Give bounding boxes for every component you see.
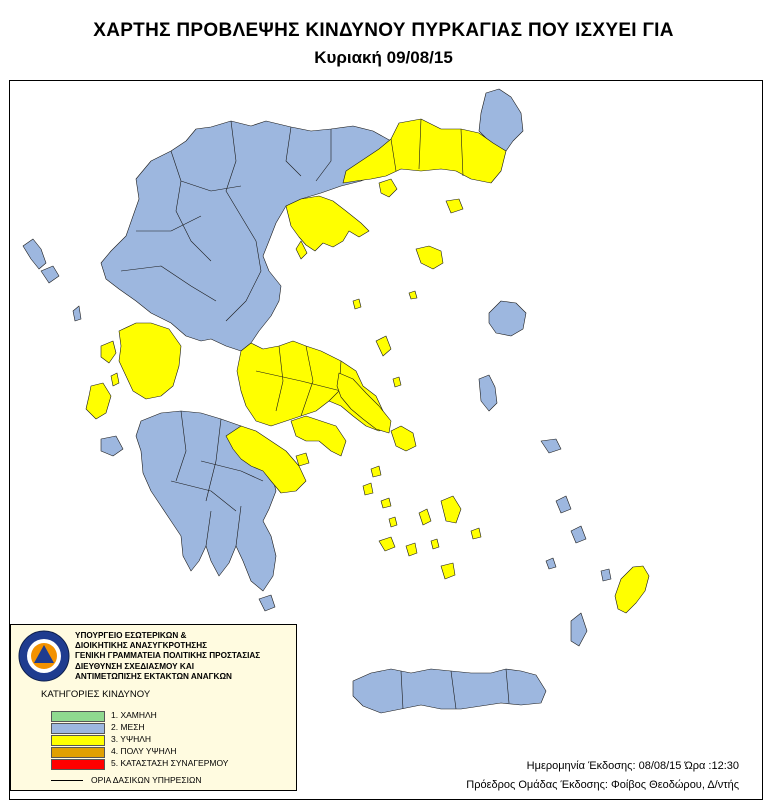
legend-label: 1. ΧΑΜΗΛΗ xyxy=(111,710,157,720)
region-aitoloakarnania xyxy=(119,323,181,399)
island-samothrace xyxy=(446,199,463,213)
legend-label: 3. ΥΨΗΛΗ xyxy=(111,734,152,744)
island-lesvos xyxy=(489,301,526,336)
region-chalkidiki xyxy=(286,196,369,251)
agency-line: ΓΕΝΙΚΗ ΓΡΑΜΜΑΤΕΙΑ ΠΟΛΙΤΙΚΗΣ ΠΡΟΣΤΑΣΙΑΣ xyxy=(75,651,261,661)
issue-date-time: Ημερομηνία Έκδοσης: 08/08/15 Ώρα :12:30 xyxy=(526,760,739,772)
legend-swatch xyxy=(51,711,105,722)
agency-line: ΥΠΟΥΡΓΕΙΟ ΕΣΩΤΕΡΙΚΩΝ & xyxy=(75,631,187,640)
island-thasos xyxy=(379,179,397,197)
map-title: ΧΑΡΤΗΣ ΠΡΟΒΛΕΨΗΣ ΚΙΝΔΥΝΟΥ ΠΥΡΚΑΓΙΑΣ ΠΟΥ ΙΣΧΥΕΙ ΓΙΑ xyxy=(93,20,674,41)
agency-line: ΑΝΤΙΜΕΤΩΠΙΣΗΣ ΕΚΤΑΚΤΩΝ ΑΝΑΓΚΩΝ xyxy=(75,671,232,681)
region-attica xyxy=(291,416,346,456)
legend-label: 4. ΠΟΛΥ ΥΨΗΛΗ xyxy=(111,746,177,756)
island-rhodes xyxy=(615,566,649,613)
boundary-line-sample xyxy=(51,780,83,781)
issuing-team-president: Πρόεδρος Ομάδας Έκδοσης: Φοίβος Θεοδώρου, Δ/ντής xyxy=(466,779,739,791)
legend-label: 2. ΜΕΣΗ xyxy=(111,722,145,732)
island-crete xyxy=(353,669,546,713)
agency-line: ΔΙΕΥΘΥΝΣΗ ΣΧΕΔΙΑΣΜΟΥ ΚΑΙ xyxy=(75,661,195,671)
legend-panel xyxy=(10,624,297,791)
agency-line: ΔΙΟΙΚΗΤΙΚΗΣ ΑΝΑΣΥΓΚΡΟΤΗΣΗΣ xyxy=(75,641,208,651)
legend-swatch xyxy=(51,723,105,734)
categories-title: ΚΑΤΗΓΟΡΙΕΣ ΚΙΝΔΥΝΟΥ xyxy=(41,689,151,700)
map-date: Κυριακή 09/08/15 xyxy=(314,48,453,67)
region-north-mainland xyxy=(101,121,399,351)
agency-text xyxy=(75,631,260,682)
legend-label: 5. ΚΑΤΑΣΤΑΣΗ ΣΥΝΑΓΕΡΜΟΥ xyxy=(111,758,229,768)
legend-swatch xyxy=(51,735,105,746)
legend-swatch xyxy=(51,759,105,770)
island-chios xyxy=(479,375,497,411)
legend-label: ΟΡΙΑ ΔΑΣΙΚΩΝ ΥΠΗΡΕΣΙΩΝ xyxy=(91,775,202,785)
legend-swatch xyxy=(51,747,105,758)
civil-protection-logo-icon xyxy=(18,630,70,682)
island-lemnos xyxy=(416,246,443,269)
